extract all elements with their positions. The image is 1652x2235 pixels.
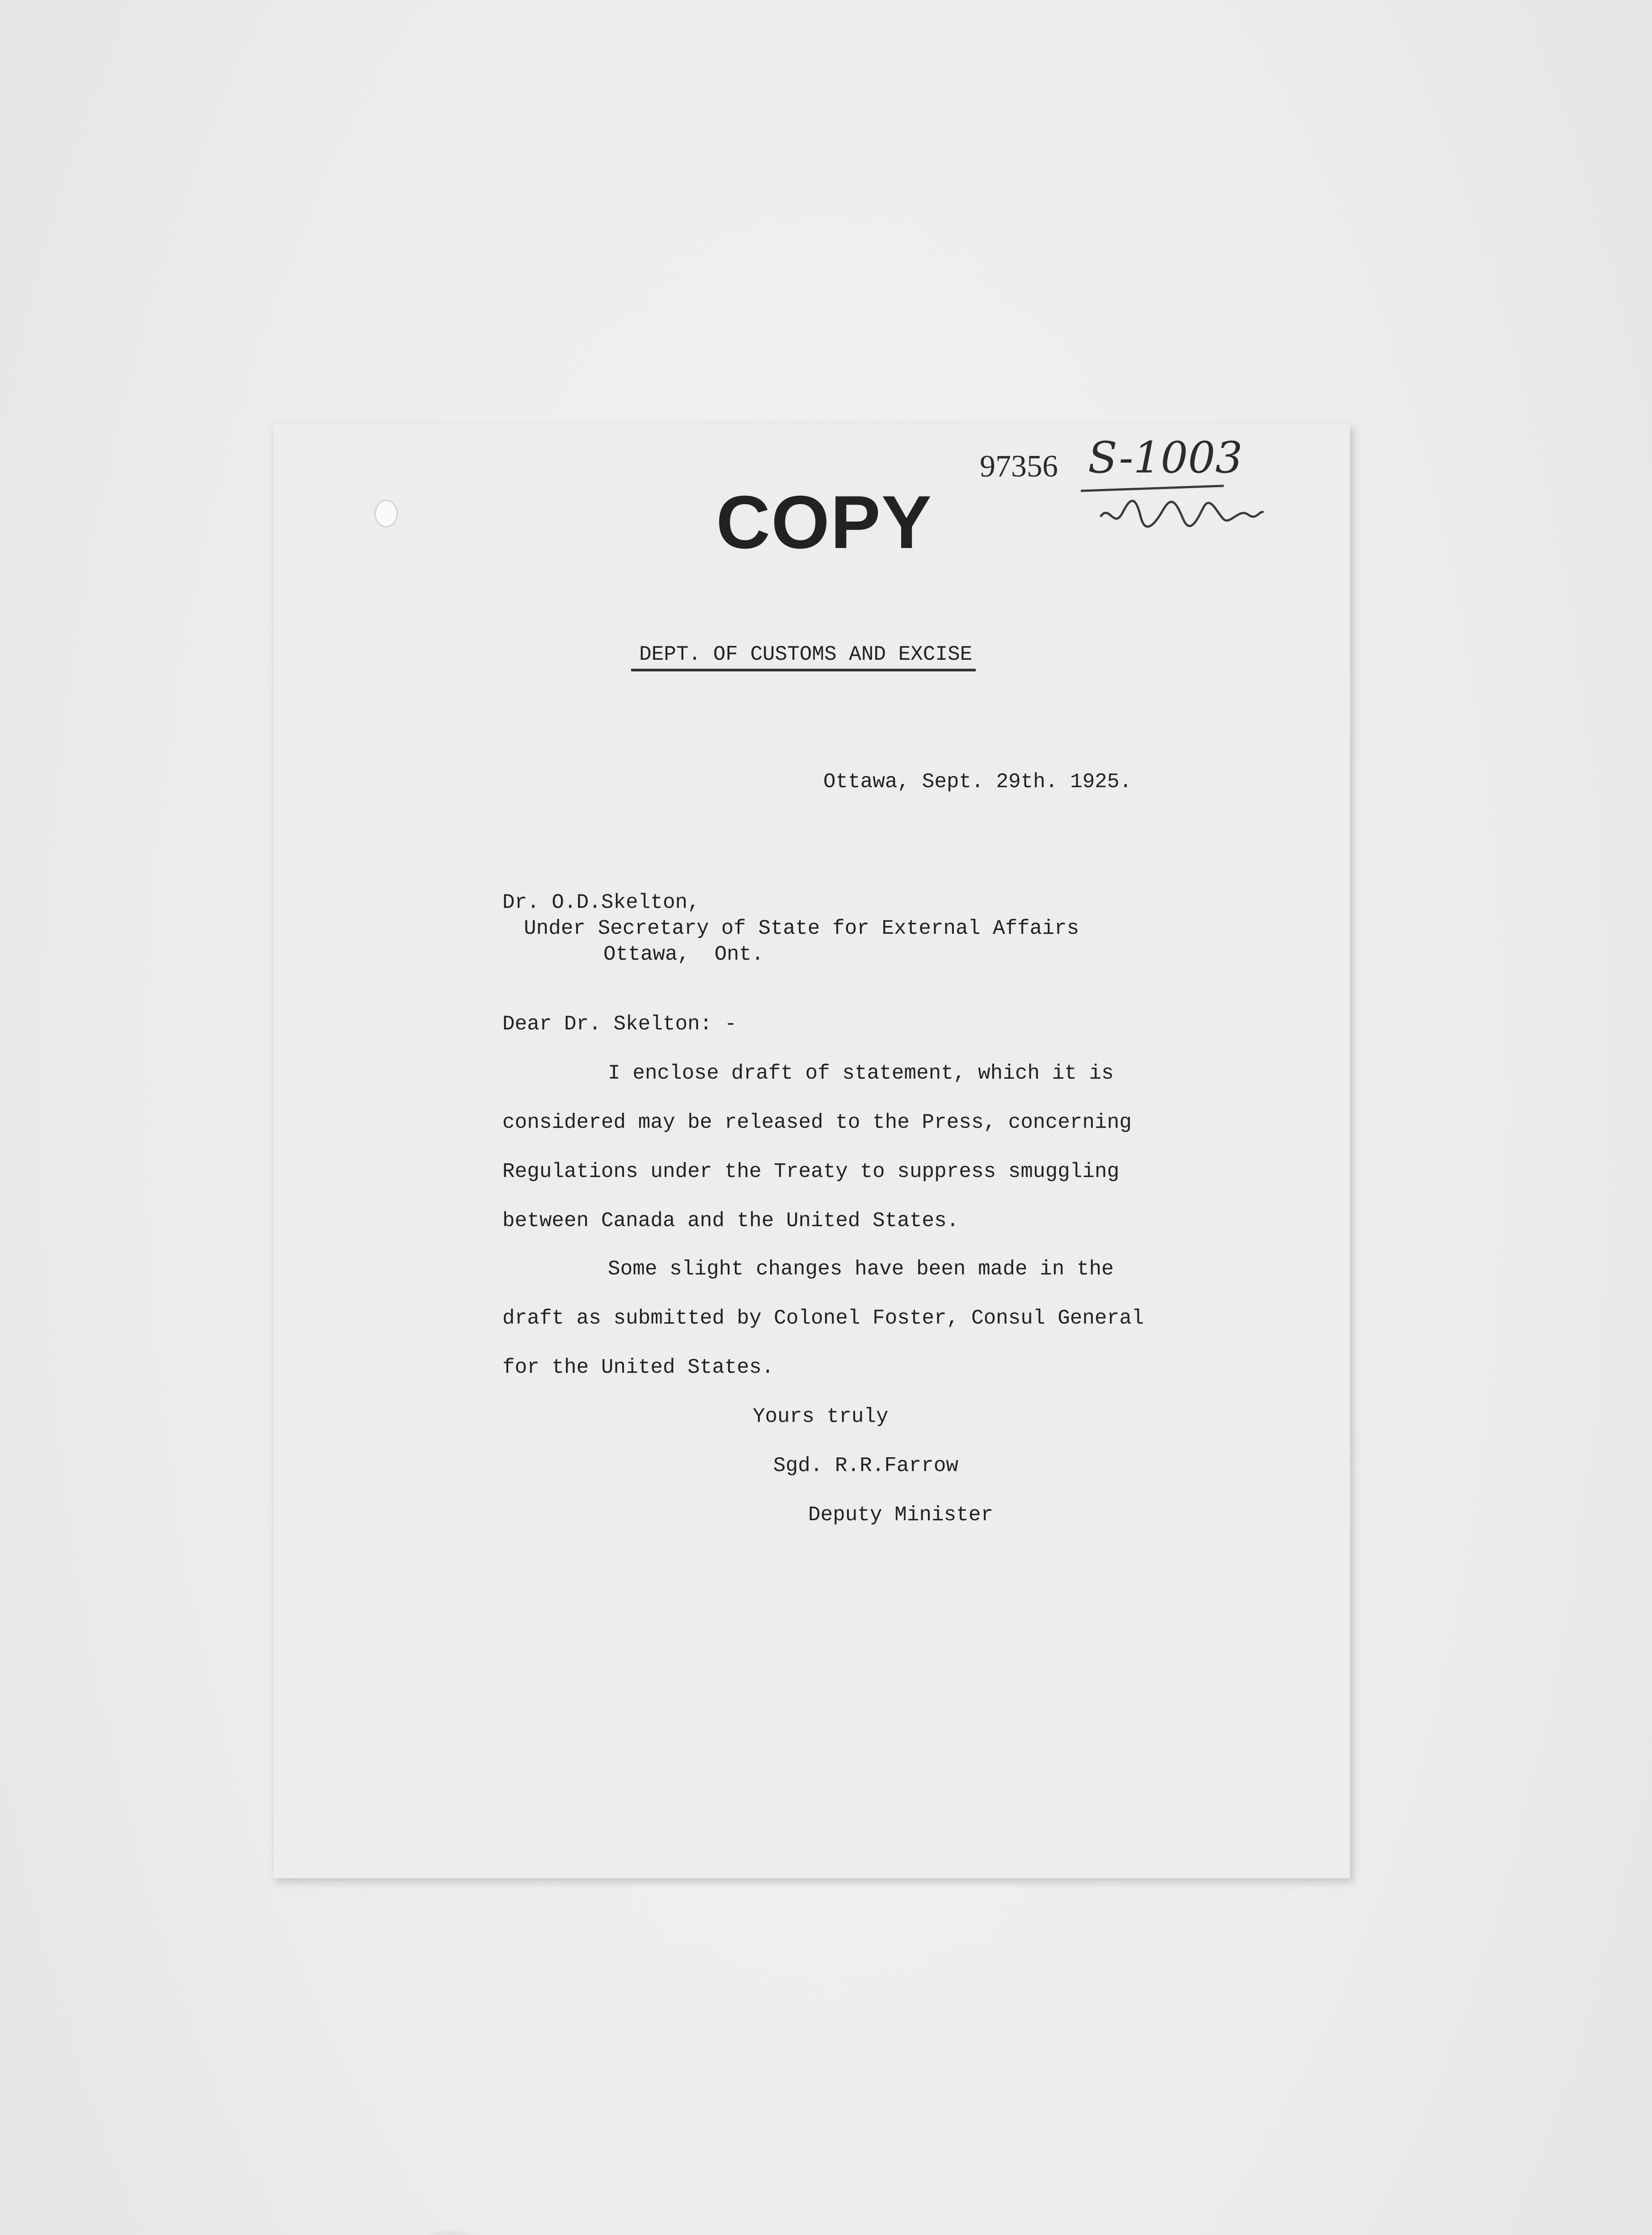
salutation: Dear Dr. Skelton: - xyxy=(502,1012,737,1036)
place-date: Ottawa, Sept. 29th. 1925. xyxy=(823,770,1132,793)
recipient-city: Ottawa, Ont. xyxy=(603,943,764,966)
punch-hole xyxy=(375,500,398,527)
department-heading: DEPT. OF CUSTOMS AND EXCISE xyxy=(631,643,976,671)
closing: Yours truly xyxy=(753,1405,889,1428)
signer-title: Deputy Minister xyxy=(808,1503,994,1527)
body-line: I enclose draft of statement, which it is xyxy=(608,1062,1114,1085)
body-line: between Canada and the United States. xyxy=(502,1209,959,1232)
body-line: Regulations under the Treaty to suppress smuggling xyxy=(502,1160,1120,1183)
body-line: considered may be released to the Press, concerning xyxy=(502,1111,1132,1134)
letter-page xyxy=(274,424,1350,1878)
handwritten-file-reference: S-1003 xyxy=(1088,433,1243,483)
document-number: 97356 xyxy=(980,449,1058,484)
recipient-name: Dr. O.D.Skelton, xyxy=(502,891,700,914)
copy-stamp: COPY xyxy=(716,480,933,564)
body-line: draft as submitted by Colonel Foster, Consul General xyxy=(502,1307,1144,1330)
handwritten-scrawl xyxy=(1096,485,1266,539)
tape-mark xyxy=(393,2231,510,2235)
signature-line: Sgd. R.R.Farrow xyxy=(773,1454,959,1477)
body-line: for the United States. xyxy=(502,1356,774,1379)
recipient-title: Under Secretary of State for External Affairs xyxy=(524,917,1079,940)
body-line: Some slight changes have been made in the xyxy=(608,1257,1114,1281)
